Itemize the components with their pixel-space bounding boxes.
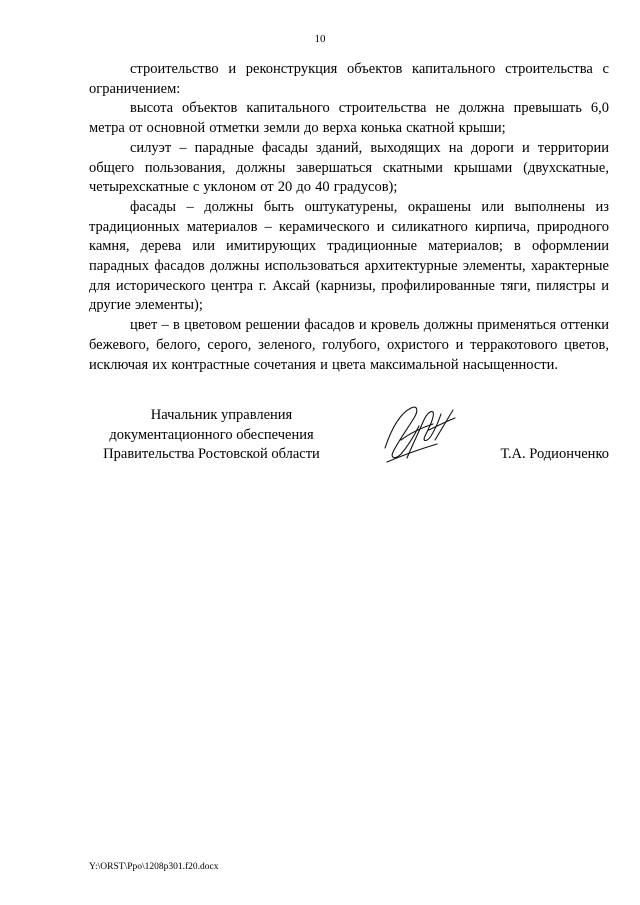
signatory-title-line: Начальник управления	[150, 407, 293, 423]
footer-file-path: Y:\ORST\Ppo\1208p301.f20.docx	[89, 862, 219, 872]
paragraph-building-height: высота объектов капитального строительства не должна превышать 6,0 метра от основной отметки земли до верха конька скатной крыши;	[89, 100, 609, 137]
signature-block	[89, 406, 609, 466]
paragraph-construction-restriction: строительство и реконструкция объектов капитального строительства с ограничением:	[89, 61, 609, 97]
signatory-title	[89, 406, 334, 465]
document-body	[89, 60, 609, 375]
signatory-name: Т.А. Родионченко	[500, 446, 609, 462]
signatory-title-line: Правительства Ростовской области	[103, 446, 320, 463]
page-number: 10	[314, 33, 326, 45]
paragraph-color: цвет – в цветовом решении фасадов и кровель должны применяться оттенки бежевого, белого, серого, зеленого, голубого, охристого и терракотового цветов, исключая их контрастные сочетания и цвета максимальной насыщенности.	[89, 317, 609, 373]
signatory-title-line: документационного обеспечения	[109, 426, 314, 443]
handwritten-signature	[381, 400, 459, 468]
paragraph-silhouette: силуэт – парадные фасады зданий, выходящих на дороги и территории общего пользования, должны завершаться скатными крышами (двухскатные, четырехскатные с уклоном от 20 до 40 градусов);	[89, 139, 609, 196]
paragraph-facades: фасады – должны быть оштукатурены, окрашены или выполнены из традиционных материалов – керамического и силикатного кирпича, природного камня, дерева или имитирующих традиционные материалов; в оформлении парадных фасадов должны использоваться архитектурные элементы, характерные для исторического центра г. Аксай (карнизы, профилированные тяги, пилястры и другие элементы);	[89, 198, 609, 314]
